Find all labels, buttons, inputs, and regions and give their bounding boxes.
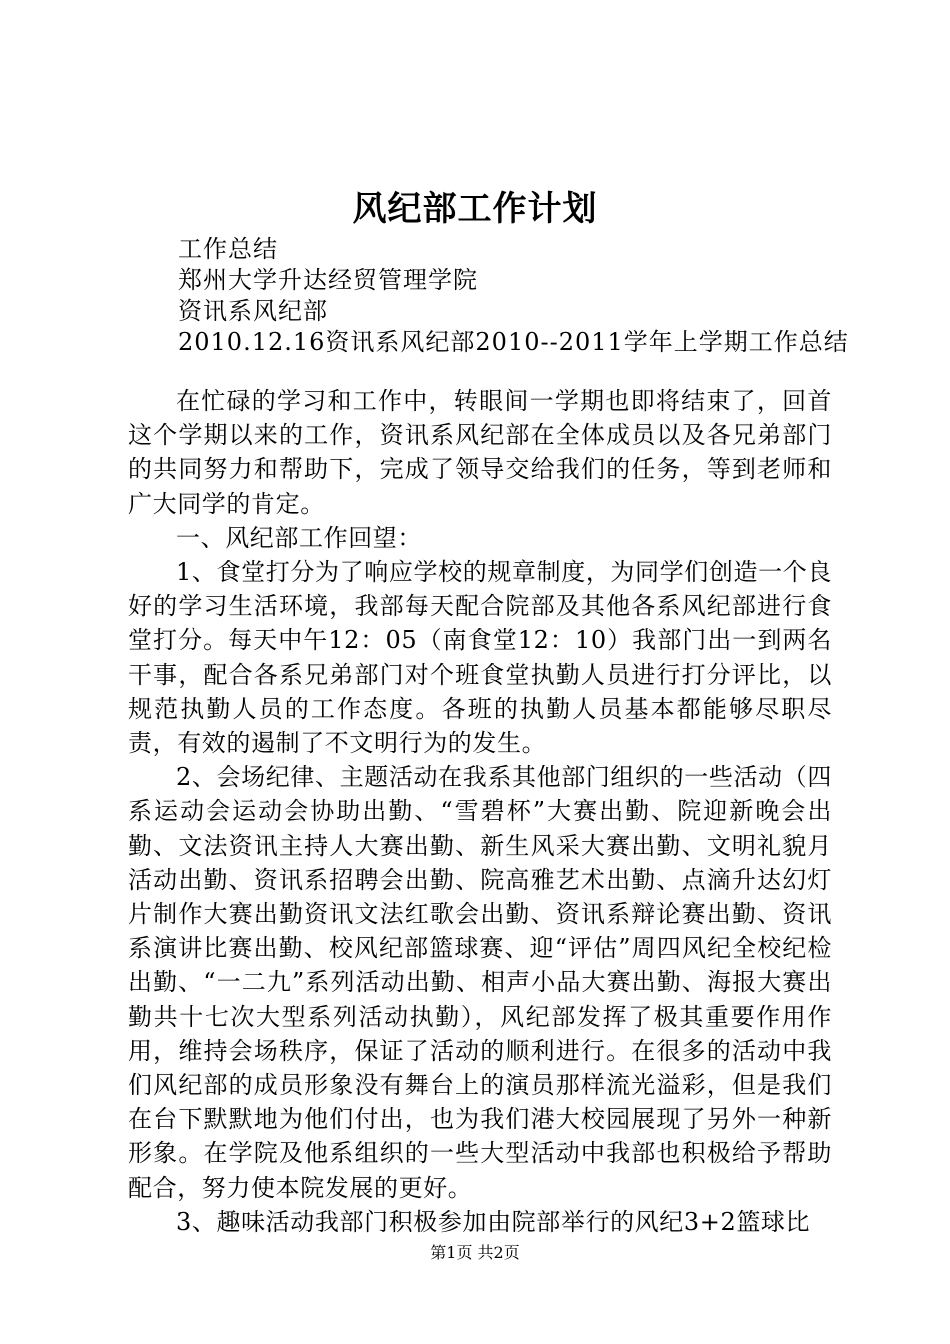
header-line-school: 郑州大学升达经贸管理学院: [178, 266, 478, 294]
paragraph-canteen: 1、食堂打分为了响应学校的规章制度，为同学们创造一个良好的学习生活环境，我部每天配合院部及其他各系风纪部进行食堂打分。每天中午12：05（南食堂12：10）我部门出一到两名干事，配合各系兄弟部门对个班食堂执勤人员进行打分评比，以规范执勤人员的工作态度。各班的执勤人员基本都能够尽职尽责，有效的遏制了不文明行为的发生。: [128, 558, 832, 758]
header-line-subtitle: 2010.12.16资讯系风纪部2010--2011学年上学期工作总结: [178, 328, 849, 356]
document-body: [128, 384, 832, 1239]
header-line-category: 工作总结: [178, 235, 278, 263]
document-header: [178, 234, 858, 358]
document-title: 风纪部工作计划: [352, 189, 598, 229]
page-footer: 第1页 共2页: [430, 1243, 520, 1262]
paragraph-activities: 3、趣味活动我部门积极参加由院部举行的风纪3+2篮球比: [176, 1207, 811, 1236]
header-line-department: 资讯系风纪部: [178, 297, 328, 325]
paragraph-discipline: 2、会场纪律、主题活动在我系其他部门组织的一些活动（四系运动会运动会协助出勤、“雪碧杯”大赛出勤、院迎新晚会出勤、文法资讯主持人大赛出勤、新生风采大赛出勤、文明礼貌月活动出勤、资讯系招聘会出勤、院高雅艺术出勤、点滴升达幻灯片制作大赛出勤资讯文法红歌会出勤、资讯系辩论赛出勤、资讯系演讲比赛出勤、校风纪部篮球赛、迎“评估”周四风纪全校纪检出勤、“一二九”系列活动出勤、相声小品大赛出勤、海报大赛出勤共十七次大型系列活动执勤），风纪部发挥了极其重要作用作用，维持会场秩序，保证了活动的顺利进行。在很多的活动中我们风纪部的成员形象没有舞台上的演员那样流光溢彩，但是我们在台下默默地为他们付出，也为我们港大校园展现了另外一种新形象。在学院及他系组织的一些大型活动中我部也积极给予帮助配合，努力使本院发展的更好。: [128, 763, 832, 1202]
section-heading: 一、风纪部工作回望：: [176, 523, 422, 552]
paragraph-intro: 在忙碌的学习和工作中，转眼间一学期也即将结束了，回首这个学期以来的工作，资讯系风纪部在全体成员以及各兄弟部门的共同努力和帮助下，完成了领导交给我们的任务，等到老师和广大同学的肯定。: [128, 387, 832, 518]
